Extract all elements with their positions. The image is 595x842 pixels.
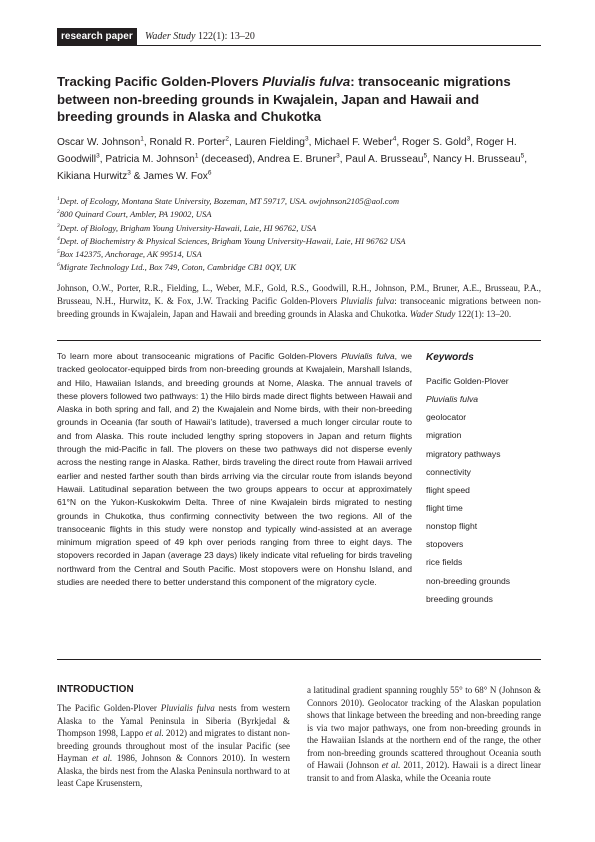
affiliation-item: [57, 235, 541, 248]
journal-volume: 122(1): 13–20: [195, 31, 255, 42]
introduction-heading: INTRODUCTION: [57, 684, 134, 695]
affiliation-text: Dept. of Biochemistry & Physical Sciences, Brigham Young University-Hawaii, Laie, HI 96762 USA: [59, 235, 406, 246]
author-affiliation-mark: 5: [520, 152, 525, 160]
abstract-text-2: , we tracked geolocator-equipped birds from non-breeding grounds at Kwajalein, Marshall Islands, and Hilo, Hawaiian Islands, and breeding grounds at Nome, Alaska. The annual travels of these plovers followed two pathways: 1) the Hilo birds made direct flights between Hawaii and Alaska in both spring and fall, and 2) the Kwajalein and Nome birds, with their non-breeding grounds in Oceania (far south of Hawaii’s latitude), traversed a much longer circular route to and from Alaska. This route included lengthy spring stopovers in Japan and return flights through the mid-Pacific in fall. The plovers on these two pathways did not disperse evenly across the nesting range in Alaska. Rather, birds traveling the direct route from Hawaii arrived earlier and nested farther south than birds arriving via the circular route from islands beyond Hawaii. Latitudinal separation between the two groups appears to occur at approximately 61°N on the Yukon-Kuskokwim Delta. Three of nine Kwajalein birds migrated to nesting grounds in Chukotka, thus confirming connectivity between the two regions. All of the transoceanic flights in this study were nonstop and typically wind-assisted at an average minimum migration speed of 49 kph over periods ranging from three to eight days. The stopovers recorded in Japan (average 23 days) likely indicate vital refueling for birds traveling northward from the Central and South Pacific. Most stopovers were on Honshu Island, and studies are needed there to better understand this component of the migratory cycle.: [57, 351, 412, 588]
intro-text: 1986, Johnson & Connors 2010). In western Alaska, the birds nest from the Alaska Peninsula northward to at least Cape Krusenstern,: [57, 753, 290, 788]
intro-text: The Pacific Golden-Plover: [57, 703, 161, 713]
section-divider: [57, 340, 541, 341]
citation-species: Pluvialis fulva: [340, 296, 395, 306]
author-name: Kikiana Hurwitz: [57, 171, 128, 182]
affiliation-text: 800 Quinard Court, Ambler, PA 19002, USA: [59, 209, 212, 220]
author-name: Nancy H. Brusseau: [432, 154, 521, 165]
author-affiliation-mark: 2: [225, 135, 230, 143]
author-name: Lauren Fielding: [234, 137, 305, 148]
journal-name: Wader Study: [145, 31, 196, 42]
abstract-species: Pluvialis fulva: [341, 351, 395, 361]
introduction-column-right: [307, 684, 541, 784]
affiliation-item: [57, 261, 541, 274]
keyword-item: migration: [426, 430, 462, 441]
intro-species: Pluvialis fulva: [160, 703, 215, 713]
author-name: Roger H. Goodwill: [57, 137, 517, 165]
affiliation-item: [57, 208, 541, 221]
author-name: Paul A. Brusseau: [345, 154, 424, 165]
author-separator: ,: [524, 154, 528, 165]
affiliation-item: [57, 195, 541, 208]
header-rule: [57, 45, 541, 46]
author-affiliation-mark: 3: [304, 135, 309, 143]
intro-text: a latitudinal gradient spanning roughly 55° to 68° N (Johnson & Connors 2010). Geolocator tracking of the Alaskan population shows that linkage between the breeding and non-breeding range is via two major pathways, one from non-breeding grounds in the Hawaiian Islands at the northern end of the range, the other from non-breeding grounds scattered throughout Oceania south of Hawaii (Johnson: [307, 685, 541, 770]
intro-text: 2012) and migrates to distant non-breeding grounds throughout most of the insular Pacific (see Hayman: [57, 728, 291, 763]
affiliation-list: [57, 195, 541, 275]
affiliation-text: Dept. of Biology, Brigham Young University-Hawaii, Laie, HI 96762, USA: [59, 222, 317, 233]
citation-text-2: : transoceanic migrations between non-breeding grounds in Kwajalein, Japan and Hawaii and breeding grounds in Alaska and Chukotka.: [57, 296, 541, 319]
abstract: [57, 350, 412, 589]
intro-etal: et al.: [92, 753, 113, 763]
title-text-2: : transoceanic migrations between non-breeding grounds in Kwajalein, Japan and Hawaii and breeding grounds in Alaska and Chukotka: [57, 74, 511, 124]
affiliation-text: Dept. of Ecology, Montana State University, Bozeman, MT 59717, USA. owjohnson2105@aol.com: [59, 196, 400, 206]
author-affiliation-mark: 4: [392, 135, 397, 143]
citation-journal: Wader Study: [409, 309, 456, 319]
author-separator: ,: [143, 137, 150, 148]
title-species: Pluvialis fulva: [262, 74, 351, 89]
author-affiliation-mark: 3: [466, 135, 471, 143]
author-separator: ,: [339, 154, 346, 165]
author-affiliation-mark: 1: [194, 152, 199, 160]
author-name: Ronald R. Porter: [149, 137, 226, 148]
keyword-item: nonstop flight: [426, 521, 478, 532]
author-affiliation-mark: 3: [336, 152, 340, 160]
keyword-item: connectivity: [426, 466, 471, 477]
author-affiliation-mark: 1: [140, 135, 144, 143]
keyword-item: rice fields: [426, 557, 463, 568]
intro-text: nests from western Alaska to the Yamal Peninsula in Siberia (Byrkjedal & Thompson 1998, Lappo: [57, 703, 291, 738]
keyword-item: Pacific Golden-Plover: [426, 376, 509, 386]
intro-etal: et al.: [145, 728, 164, 738]
author-affiliation-mark: 6: [207, 169, 212, 177]
author-separator: ,: [229, 137, 235, 148]
affiliation-number: 2: [57, 209, 60, 216]
keyword-item: stopovers: [426, 539, 464, 550]
affiliation-number: 5: [57, 249, 60, 256]
affiliation-number: 3: [57, 222, 60, 229]
author-name: Patricia M. Johnson: [105, 154, 195, 165]
author-separator: ,: [396, 137, 403, 148]
author-separator: (deceased),: [198, 154, 258, 165]
section-divider: [57, 659, 541, 660]
journal-reference: [145, 28, 255, 45]
author-affiliation-mark: 3: [127, 169, 131, 177]
article-type-tag: research paper: [57, 28, 137, 45]
paper-title: [57, 73, 537, 126]
affiliation-number: 6: [57, 262, 60, 269]
keyword-item: geolocator: [426, 412, 467, 423]
introduction-column-left: [57, 702, 290, 790]
author-separator: &: [130, 171, 144, 182]
keywords-heading: Keywords: [426, 352, 474, 363]
author-name: James W. Fox: [143, 171, 208, 182]
author-separator: ,: [470, 137, 476, 148]
affiliation-item: [57, 222, 541, 235]
author-name: Michael F. Weber: [314, 137, 393, 148]
keyword-item: migratory pathways: [426, 448, 501, 459]
keyword-item: non-breeding grounds: [426, 575, 511, 586]
affiliation-item: [57, 248, 541, 261]
author-separator: ,: [427, 154, 433, 165]
author-separator: ,: [99, 154, 106, 165]
keyword-item: breeding grounds: [426, 593, 493, 604]
author-name: Andrea E. Bruner: [257, 154, 337, 165]
citation: [57, 282, 541, 321]
keyword-item: flight time: [426, 502, 463, 513]
affiliation-text: Migrate Technology Ltd., Box 749, Coton, Cambridge CB1 0QY, UK: [59, 262, 296, 273]
keyword-item: flight speed: [426, 484, 470, 495]
abstract-text: To learn more about transoceanic migrations of Pacific Golden-Plovers: [57, 351, 342, 361]
author-name: Roger S. Gold: [402, 137, 467, 148]
author-list: [57, 134, 541, 185]
affiliation-number: 4: [57, 236, 60, 243]
keywords-list: [426, 375, 546, 611]
affiliation-text: Box 142375, Anchorage, AK 99514, USA: [59, 249, 202, 260]
citation-text: Johnson, O.W., Porter, R.R., Fielding, L., Weber, M.F., Gold, R.S., Goodwill, R.H., Johnson, P.M., Bruner, A.E., Brusseau, P.A., Brusseau, N.H., Hurwitz, K. & Fox, J.W. Tracking Pacific Golden-Plovers: [57, 283, 541, 306]
citation-text-3: 122(1): 13–20.: [455, 309, 512, 319]
title-text: Tracking Pacific Golden-Plovers: [57, 74, 263, 89]
author-name: Oscar W. Johnson: [57, 137, 141, 148]
author-affiliation-mark: 3: [96, 152, 100, 160]
intro-text: 2011, 2012). Hawaii is a direct linear transit to and from Alaska, while the Oceania route: [307, 760, 541, 783]
author-affiliation-mark: 5: [423, 152, 428, 160]
keyword-item: Pluvialis fulva: [426, 394, 479, 405]
affiliation-number: 1: [57, 196, 60, 203]
author-separator: ,: [308, 137, 315, 148]
intro-etal: et al.: [381, 760, 401, 770]
